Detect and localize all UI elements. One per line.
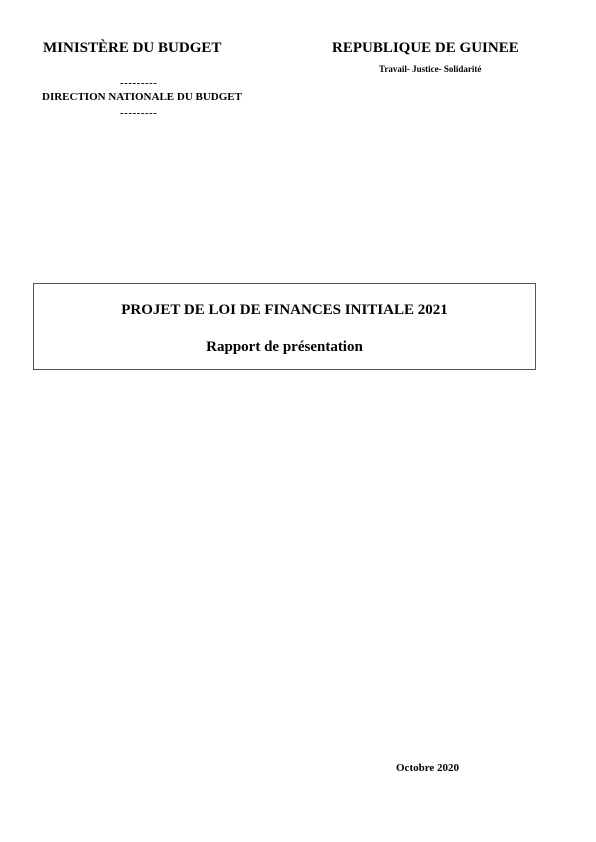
ministry-name: MINISTÈRE DU BUDGET bbox=[43, 40, 222, 56]
document-title: PROJET DE LOI DE FINANCES INITIALE 2021 bbox=[121, 302, 448, 318]
document-subtitle: Rapport de présentation bbox=[206, 339, 363, 355]
direction-name: DIRECTION NATIONALE DU BUDGET bbox=[42, 91, 242, 103]
national-motto: Travail- Justice- Solidarité bbox=[379, 64, 482, 74]
title-box bbox=[33, 283, 536, 370]
republic-name: REPUBLIQUE DE GUINEE bbox=[332, 40, 519, 56]
document-date: Octobre 2020 bbox=[396, 762, 460, 774]
separator-line: --------- bbox=[120, 107, 158, 119]
separator-line: --------- bbox=[120, 77, 158, 89]
